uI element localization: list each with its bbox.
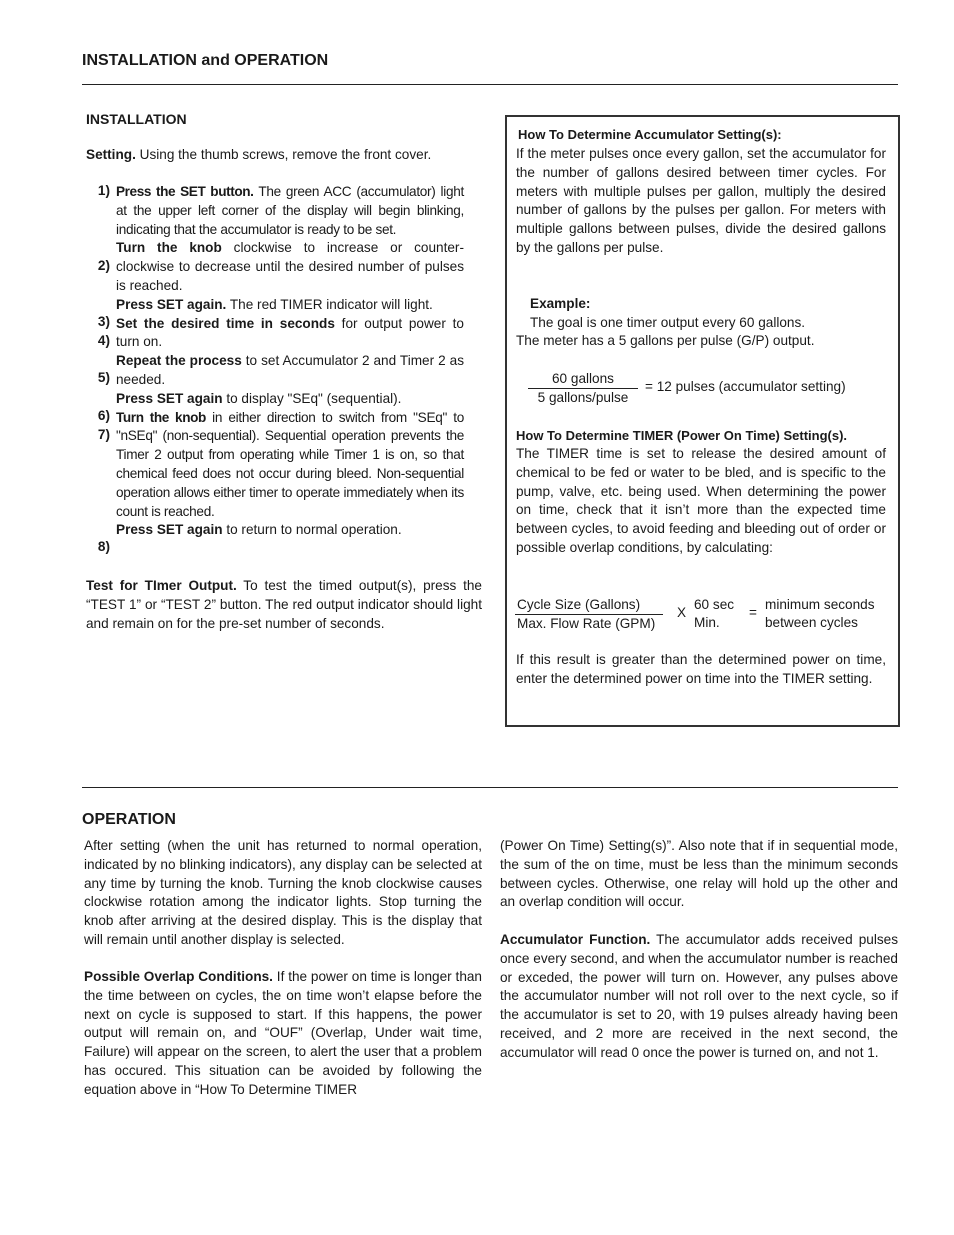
accumulator-function-paragraph xyxy=(500,931,898,1063)
cycle-denominator: Max. Flow Rate (GPM) xyxy=(517,616,656,631)
seconds-bottom: Min. xyxy=(694,615,720,630)
step-number: 3) xyxy=(97,314,110,329)
example-line-1: The goal is one timer output every 60 gallons. xyxy=(530,315,806,330)
gallons-fraction xyxy=(528,370,638,407)
step-number: 5) xyxy=(97,370,110,385)
step-bold: Press the SET button. xyxy=(116,184,254,199)
example-label: Example: xyxy=(530,296,591,311)
step-body: The red TIMER indicator will light. xyxy=(226,296,433,312)
accumulator-text: If the meter pulses once every gallon, set the accumulator for the number of gallons desired between timer cycles. For meters with multiple pulses per gallon, multiply the desired number of gallons by the pulses per gallon. For meters with multiple gallons between pulses, divide the desired gallons by the gallons per pulse. xyxy=(516,146,886,255)
timer-text: The TIMER time is set to release the desired amount of chemical to be fed or water to be bled, and is specific to the pump, valve, etc. being used. When determining the power on time, check that it isn’t more than the expected time between cycles, to avoid feeding and bleeding out of order or possible overlap conditions, by calculating: xyxy=(516,446,886,555)
step-bold: Press SET again xyxy=(116,390,223,406)
step-body: in either direction to switch from "SEq" to "nSEq" (non-sequential). Sequential operation prevents the Timer 2 output from operating while Timer 1 is on, so that chemical feed does not occur during bleed. Non-sequential operation allows either timer to operate immediately when its count is reached. xyxy=(116,409,464,519)
step-body: to display "SEq" (sequential). xyxy=(222,390,402,406)
accumulator-function-text: The accumulator adds received pulses once every second, and when the accumulator number is reached or exceded, the power will turn on. However, any pulses above the accumulator number will not roll over to the next cycle, so if the accumulator is set to 20, with 19 pulses already having been received, and 2 more are received in the next second, the accumulator will read 0 once the power is turned on, and not 1. xyxy=(500,932,898,1060)
result-bottom: between cycles xyxy=(765,615,858,630)
overlap-lead: Possible Overlap Conditions. xyxy=(84,969,273,984)
step-number: 7) xyxy=(97,427,110,442)
fraction-denominator: 5 gallons/pulse xyxy=(537,390,629,405)
accumulator-heading: How To Determine Accumulator Setting(s): xyxy=(518,127,782,142)
result-top: minimum seconds xyxy=(765,597,875,612)
operation-rule xyxy=(82,787,898,788)
equals-sign: = xyxy=(749,605,757,620)
result-text: If this result is greater than the determined power on time, enter the determined power on time into the TIMER setting. xyxy=(516,652,886,686)
multiply-sign: X xyxy=(677,605,687,620)
seconds-factor xyxy=(694,596,734,632)
step-body: to set Accumulator 2 and Timer 2 as needed. xyxy=(116,353,464,387)
page-header: INSTALLATION and OPERATION xyxy=(82,52,329,69)
test-paragraph xyxy=(86,577,482,633)
setting-lead: Setting. xyxy=(86,147,136,162)
test-text: To test the timed output(s), press the “TEST 1” or “TEST 2” button. The red output indicator should light and remain on for the pre-set number of seconds. xyxy=(86,578,482,631)
step-body: clockwise to increase or counter-clockwise to decrease until the desired number of pulses is reached. xyxy=(116,240,464,293)
step-bold: Press SET again. xyxy=(116,296,227,312)
step-number: 4) xyxy=(97,333,110,348)
accumulator-function-lead: Accumulator Function. xyxy=(500,932,651,947)
cycle-numerator: Cycle Size (Gallons) xyxy=(515,596,663,615)
installation-steps xyxy=(82,183,482,563)
step-body: to return to normal operation. xyxy=(222,522,402,538)
step-number: 1) xyxy=(97,183,110,198)
step-bold: Turn the knob xyxy=(116,240,222,256)
fraction-result: = 12 pulses (accumulator setting) xyxy=(645,379,846,394)
fraction-numerator: 60 gallons xyxy=(528,370,638,389)
seconds-top: 60 sec xyxy=(694,597,735,612)
step-number: 8) xyxy=(97,539,110,554)
step-bold: Set the desired time in seconds xyxy=(116,315,335,331)
operation-col2-paragraph: (Power On Time) Setting(s)”. Also note that if in sequential mode, the sum of the on time, must be less than the minimum seconds between cycles. Otherwise, one relay will hold up the other and an overlap condition will occur. xyxy=(500,838,898,910)
operation-heading: OPERATION xyxy=(82,811,176,828)
step-bold: Turn the knob xyxy=(116,409,206,425)
setting-text: Using the thumb screws, remove the front cover. xyxy=(135,147,432,162)
header-rule xyxy=(82,84,898,85)
minimum-seconds-result xyxy=(765,596,875,632)
step-body: for output power to turn on. xyxy=(116,315,464,350)
operation-paragraph-1: After setting (when the unit has returned to normal operation, indicated by no blinking indicators), any display can be selected at any time by turning the knob. Turning the knob clockwise causes clockwise rotation among the indicator lights. Stop turning the knob after arriving at the desired display. This is the display that will remain until another display is selected. xyxy=(84,838,482,947)
step-number: 6) xyxy=(97,408,110,423)
setting-paragraph xyxy=(86,146,482,165)
step-body: The green ACC (accumulator) light at the upper left corner of the display will begin blinking, indicating that the accumulator is ready to be set. xyxy=(116,184,464,237)
step-bold: Repeat the process xyxy=(116,353,242,369)
installation-heading: INSTALLATION xyxy=(86,111,187,127)
step-number: 2) xyxy=(97,258,110,273)
step-bold: Press SET again xyxy=(116,522,223,538)
overlap-text: If the power on time is longer than the time between on cycles, the on time won’t elapse before the next on cycle is supposed to start. If this happens, the power output will remain on, and “OUF” (Overlap, Under wait time, Failure) will appear on the screen, to alert the user that a problem has occured. This situation can be avoided by following the equation above in “How To Determine TIMER xyxy=(84,969,482,1097)
test-lead: Test for TImer Output. xyxy=(86,578,237,593)
cycle-fraction xyxy=(515,596,663,633)
timer-heading: How To Determine TIMER (Power On Time) Setting(s). xyxy=(516,428,848,443)
example-line-2: The meter has a 5 gallons per pulse (G/P) output. xyxy=(516,333,815,348)
overlap-paragraph xyxy=(84,968,482,1100)
step-text xyxy=(116,183,464,540)
